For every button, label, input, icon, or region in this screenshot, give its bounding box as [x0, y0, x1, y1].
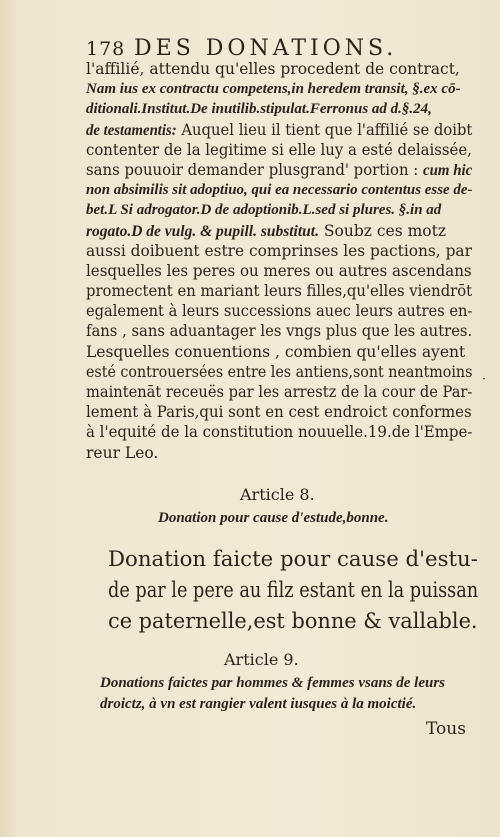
latin-citation: rogato.D de vulg. & pupill. substitut.: [86, 222, 319, 240]
article-8-heading: Article 8.: [240, 485, 315, 504]
body-text: [86, 59, 472, 463]
article-8-line: Donation faicte pour cause d'estu-: [108, 547, 478, 572]
article-9-summary-line: droictz, à vn est rangier valent iusques à la moictié.: [100, 696, 417, 712]
body-line: [86, 120, 473, 140]
body-line: lesquelles les peres ou meres ou autres ascendans: [86, 261, 472, 280]
article-9-summary-line: Donations faictes par hommes & femmes vsans de leurs: [100, 675, 446, 691]
body-line: reur Leo.: [86, 443, 159, 462]
article-9-heading: Article 9.: [224, 650, 299, 669]
body-line: aussi doibuent estre comprinses les pactions, par: [86, 241, 472, 260]
article-8-line: de par le pere au filz estant en la puissan: [108, 578, 479, 603]
catchword: Tous: [426, 719, 466, 739]
margin-mark: ·: [482, 372, 486, 386]
body-line: egalement à leurs successions auec leurs autres en-: [86, 302, 473, 321]
body-line: contenter de la legitime si elle luy a esté delaissée,: [86, 140, 472, 159]
article-8-line: ce paternelle,est bonne & vallable.: [108, 609, 478, 634]
french-text: Auquel lieu il tient que l'affilié se doibt: [176, 120, 473, 139]
body-line: [86, 160, 473, 180]
article-8-summary: Donation pour cause d'estude,bonne.: [158, 510, 389, 526]
body-line: maintenāt receuës par les arrestz de la cour de Par-: [86, 383, 473, 401]
body-line: lement à Paris,qui sont en cest endroict conformes: [86, 403, 472, 422]
body-line: bet.L Si adrogator.D de adoptionib.L.sed si plures. §.in ad: [86, 202, 442, 219]
latin-citation: cum hic: [423, 161, 473, 179]
running-head: DES DONATIONS.: [134, 36, 398, 61]
latin-citation: de testamentis:: [86, 121, 177, 139]
french-text: Soubz ces motz: [318, 221, 447, 240]
body-line: ditionali.Institut.De inutilib.stipulat.Ferronus ad d.§.24,: [86, 101, 432, 118]
article-8-text: [108, 544, 478, 637]
body-line: Lesquelles conuentions , combien qu'elles ayent: [86, 342, 466, 361]
body-line: esté controuersées entre les antiens,sont neantmoins: [86, 362, 473, 381]
french-text: sans pouuoir demander plusgrand' portion :: [86, 160, 424, 179]
body-line: fans , sans aduantager les vngs plus que les autres.: [86, 322, 473, 341]
body-line: à l'equité de la constitution nouuelle.19.de l'Empe-: [86, 423, 473, 442]
body-line: l'affilié, attendu qu'elles procedent de contract,: [86, 60, 460, 78]
body-line: non absimilis sit adoptiuo, qui ea necessario contentus esse de-: [86, 182, 473, 199]
page-number: 178: [86, 38, 126, 60]
body-line: Nam ius ex contractu competens,in heredem transit, §.ex cō-: [86, 81, 461, 98]
article-9-summary: [100, 673, 480, 715]
body-line: [86, 221, 472, 241]
body-line: promectent en mariant leurs filles,qu'elles viendrōt: [86, 282, 473, 301]
